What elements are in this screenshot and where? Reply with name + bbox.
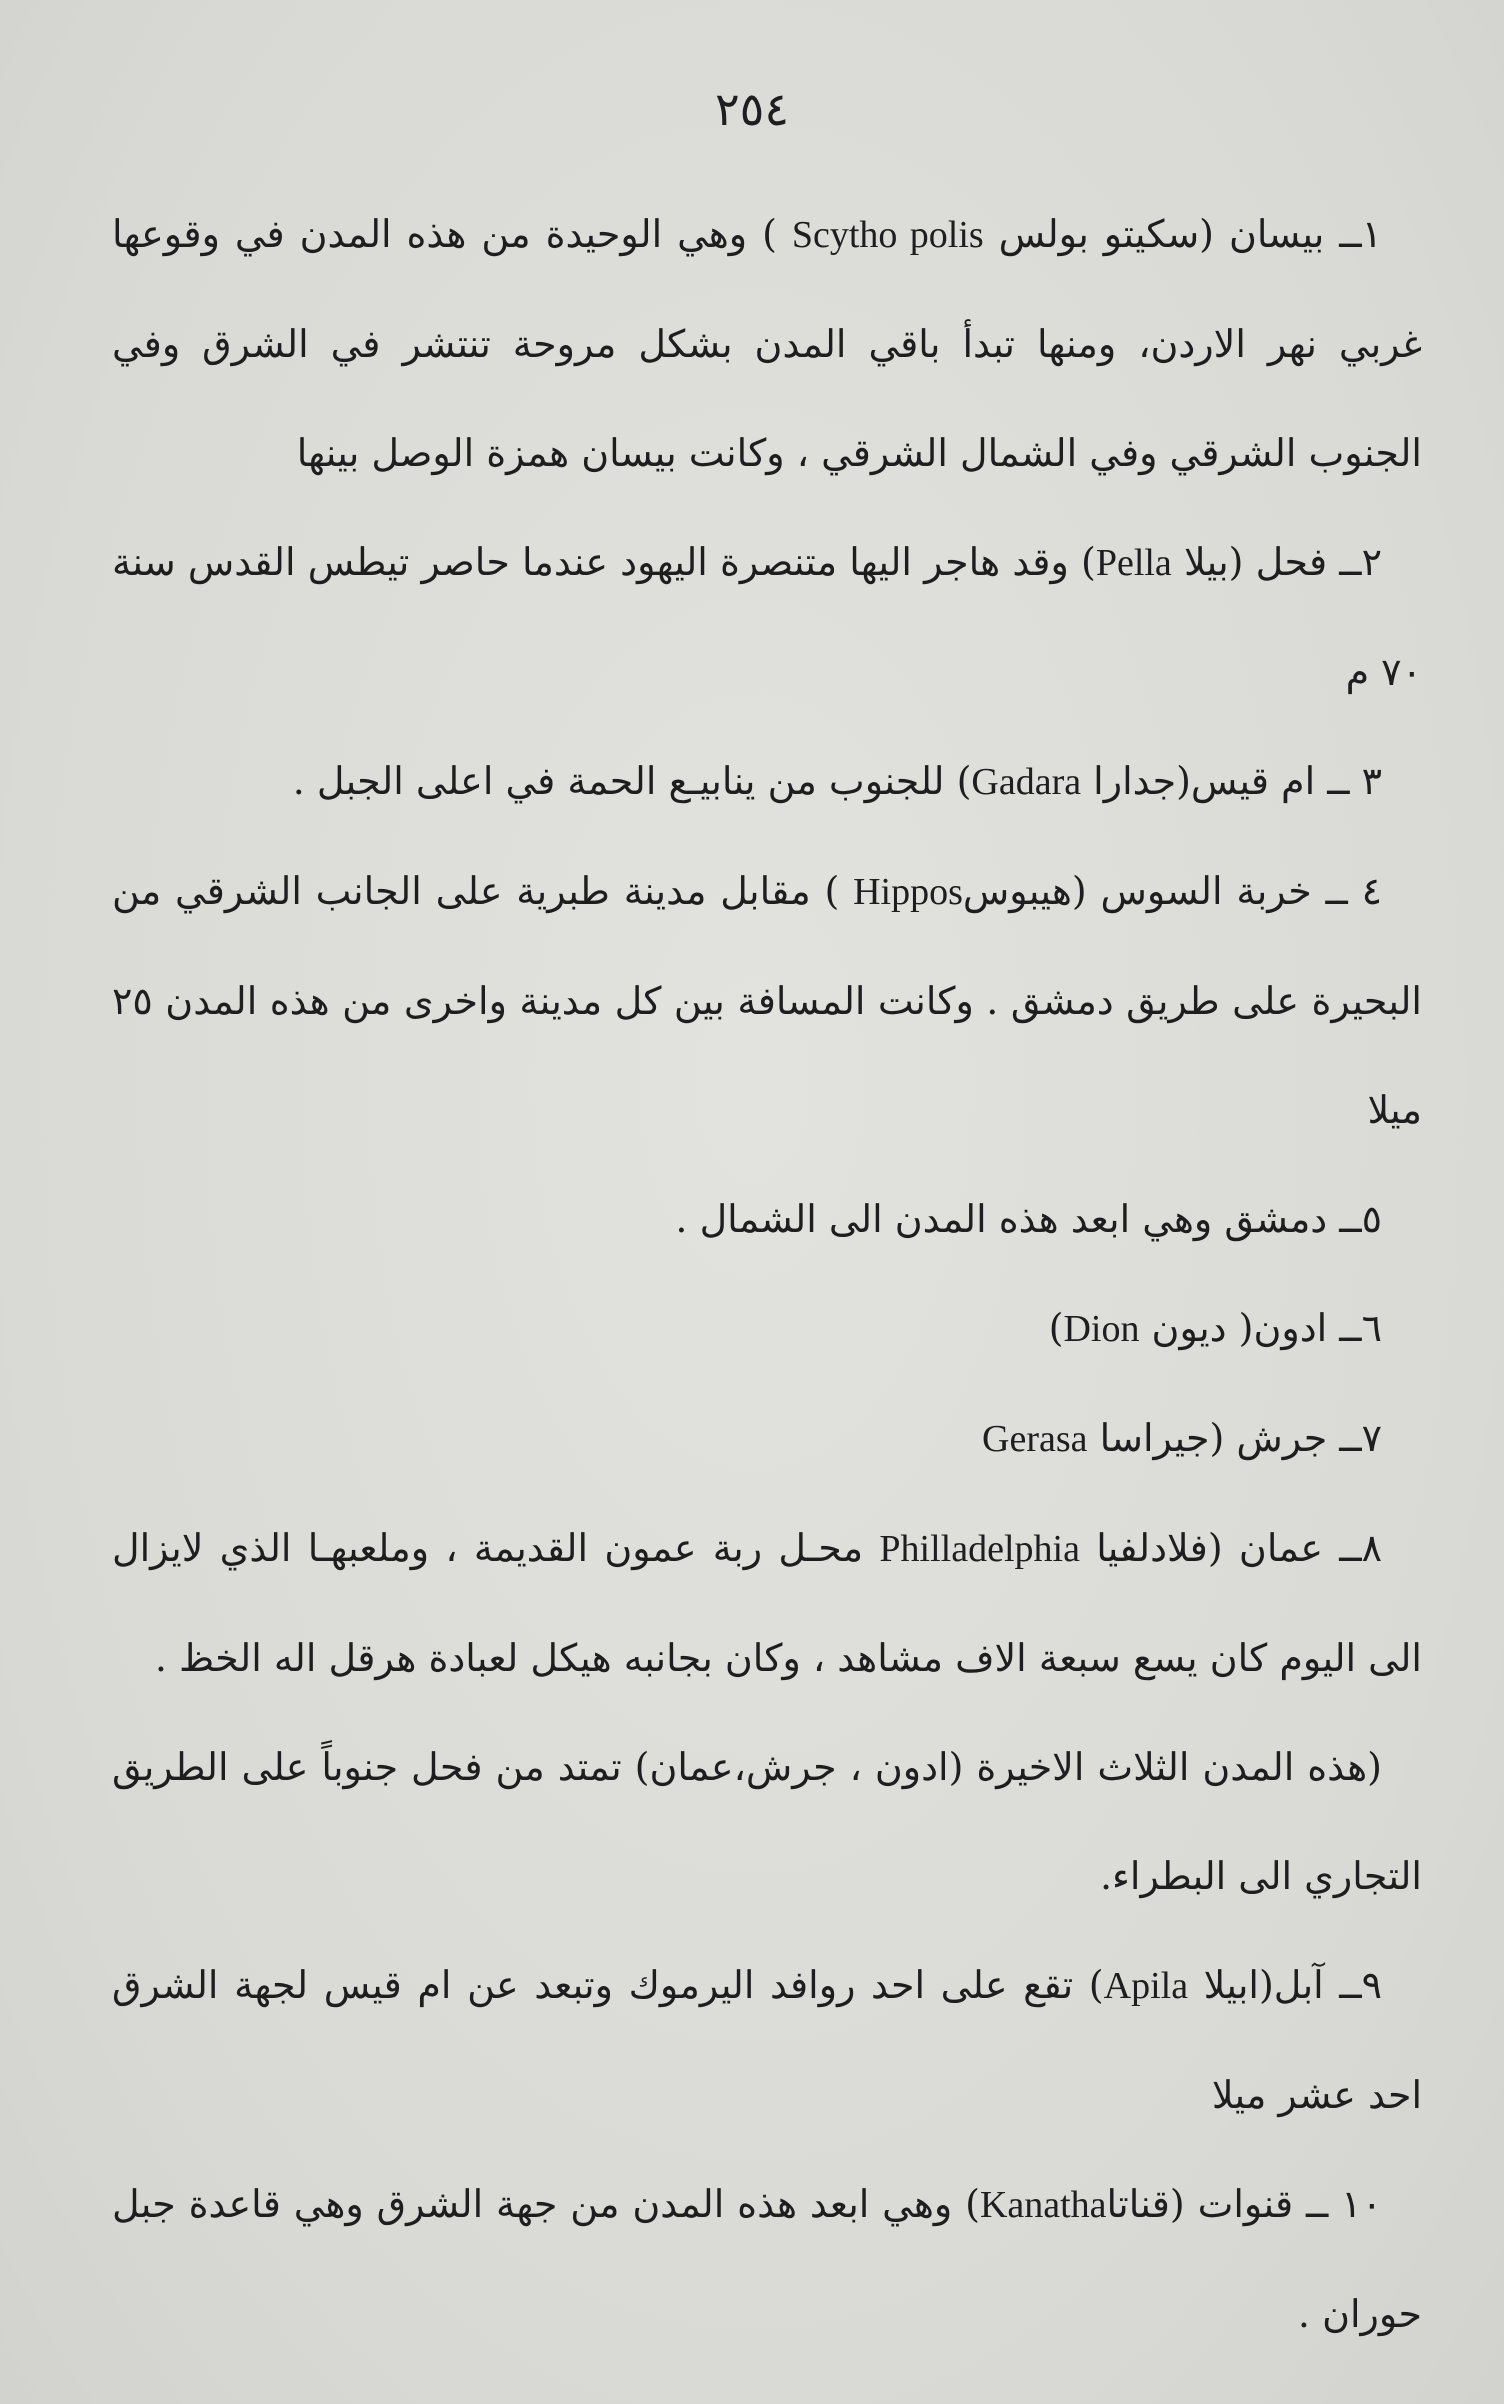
paragraph-3: [112, 727, 1422, 837]
paragraph-8: [112, 1494, 1422, 1713]
paragraph-2: [112, 508, 1422, 727]
page-body: [112, 180, 1422, 2369]
paragraph-text: ٤ ــ خربة السوس (هيبوس: [962, 869, 1382, 913]
latin-term: Scytho polis: [791, 214, 984, 256]
paragraph-text: ) وقد هاجر اليها متنصرة اليهود عندما حاصر تيطس القدس سنة ٧٠ م: [112, 540, 1422, 694]
latin-term: Pella: [1095, 542, 1172, 584]
page-number: ٢٥٤: [714, 82, 790, 136]
latin-term: Philladelphia: [879, 1528, 1080, 1570]
paragraph-11: [112, 2150, 1422, 2369]
paragraph-text: (هذه المدن الثلاث الاخيرة (ادون ، جرش،عمان) تمتد من فحل جنوباً على الطريق التجاري الى البطراء.: [112, 1745, 1422, 1898]
latin-term: Gerasa: [982, 1418, 1088, 1460]
latin-term: Hippos: [853, 871, 963, 913]
paragraph-text: ١ــ بيسان (سكيتو بولس: [983, 212, 1382, 256]
paragraph-6: [112, 1274, 1422, 1384]
paragraph-text: ٣ ــ ام قيس(جدارا: [1081, 759, 1382, 803]
paragraph-text: ٥ــ دمشق وهي ابعد هذه المدن الى الشمال .: [675, 1197, 1382, 1241]
paragraph-text: ) تقع على احد روافد اليرموك وتبعد عن ام قيس لجهة الشرق احد عشر ميلا: [112, 1963, 1422, 2117]
paragraph-4: [112, 837, 1422, 1165]
paragraph-9: [112, 1713, 1422, 1931]
paragraph-text: ) مقابل مدينة طبرية على الجانب الشرقي من البحيرة على طريق دمشق . وكانت المسافة بين كل مدينة واخرى من هذه المدن ٢٥ ميلا: [112, 869, 1422, 1132]
paragraph-text: ) للجنوب من ينابيـع الحمة في اعلى الجبل .: [292, 759, 972, 803]
paragraph-7: [112, 1384, 1422, 1494]
paragraph-text: ٩ــ آبل(ابيلا: [1188, 1963, 1382, 2007]
paragraph-text: ٨ــ عمان (فلادلفيا: [1079, 1526, 1382, 1570]
paragraph-text: ٦ــ ادون( ديون: [1139, 1306, 1382, 1350]
paragraph-text: ): [1048, 1306, 1064, 1350]
paragraph-text: ) وهي الوحيدة من هذه المدن في وقوعها غربي نهر الاردن، ومنها تبدأ باقي المدن بشكل مروحة تنتشر في الشرق وفي الجنوب الشرقي وفي الشمال الشرقي ، وكانت بيسان همزة الوصل بينها: [112, 212, 1422, 475]
paragraph-1: [112, 180, 1422, 508]
paragraph-text: ٧ــ جرش (جيراسا: [1087, 1416, 1382, 1460]
paragraph-text: ٢ــ فحل (بيلا: [1171, 540, 1382, 584]
latin-term: Dion: [1063, 1308, 1140, 1350]
paragraph-10: [112, 1931, 1422, 2150]
paragraph-text: ١٠ ــ قنوات (قناتا: [1106, 2182, 1382, 2226]
paragraph-5: [112, 1165, 1422, 1274]
latin-term: Kanatha: [979, 2184, 1107, 2226]
paragraph-text: محـل ربة عمون القديمة ، وملعبهـا الذي لايزال الى اليوم كان يسع سبعة الاف مشاهد ، وكان بجانبه هيكل لعبادة هرقل اله الخظ .: [112, 1526, 1422, 1680]
latin-term: Apila: [1103, 1965, 1189, 2007]
paragraph-text: ) وهي ابعد هذه المدن من جهة الشرق وهي قاعدة جبل حوران .: [112, 2182, 1422, 2336]
latin-term: Gadara: [971, 761, 1082, 803]
